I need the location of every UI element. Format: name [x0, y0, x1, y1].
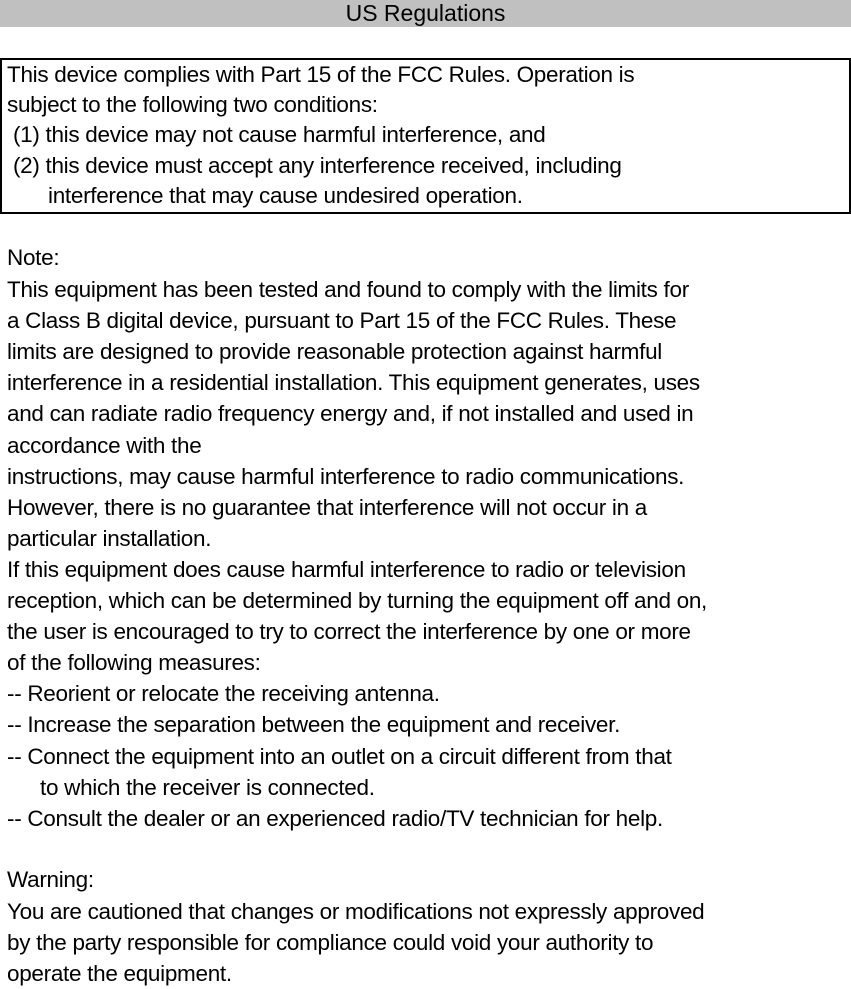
note-line: accordance with the [7, 432, 202, 458]
note-line: limits are designed to provide reasonable protection against harmful [7, 339, 662, 365]
warning-heading: Warning: [7, 867, 94, 892]
compliance-line: This device complies with Part 15 of the FCC Rules. Operation is [7, 62, 635, 87]
warning-line: You are cautioned that changes or modifications not expressly approved [7, 899, 705, 924]
note-line: of the following measures: [7, 650, 261, 676]
note-line: a Class B digital device, pursuant to Part 15 of the FCC Rules. These [7, 308, 677, 334]
note-line: This equipment has been tested and found to comply with the limits for [7, 277, 689, 302]
note-line: -- Increase the separation between the equipment and receiver. [7, 712, 621, 738]
note-line: to which the receiver is connected. [40, 774, 375, 800]
note-line: -- Connect the equipment into an outlet on a circuit different from that [7, 743, 672, 769]
note-line: and can radiate radio frequency energy and, if not installed and used in [7, 401, 694, 427]
warning-line: by the party responsible for compliance could void your authority to [7, 930, 654, 955]
section-title: US Regulations [0, 0, 851, 27]
warning-line: operate the equipment. [7, 961, 232, 986]
note-heading: Note: [7, 245, 60, 270]
note-line: instructions, may cause harmful interference to radio communications. [7, 463, 685, 489]
compliance-line: interference that may cause undesired operation. [48, 183, 523, 208]
note-line: However, there is no guarantee that interference will not occur in a [7, 494, 647, 520]
compliance-line: subject to the following two conditions: [7, 92, 378, 117]
note-line: interference in a residential installation. This equipment generates, uses [7, 370, 700, 396]
note-line: -- Reorient or relocate the receiving antenna. [7, 681, 440, 707]
note-line: reception, which can be determined by turning the equipment off and on, [7, 588, 708, 613]
compliance-line: (2) this device must accept any interference received, including [7, 153, 622, 178]
note-line: the user is encouraged to try to correct the interference by one or more [7, 619, 691, 645]
compliance-line: (1) this device may not cause harmful interference, and [7, 122, 546, 147]
note-line: If this equipment does cause harmful interference to radio or television [7, 556, 686, 582]
note-line: -- Consult the dealer or an experienced radio/TV technician for help. [7, 805, 663, 831]
note-line: particular installation. [7, 525, 212, 551]
